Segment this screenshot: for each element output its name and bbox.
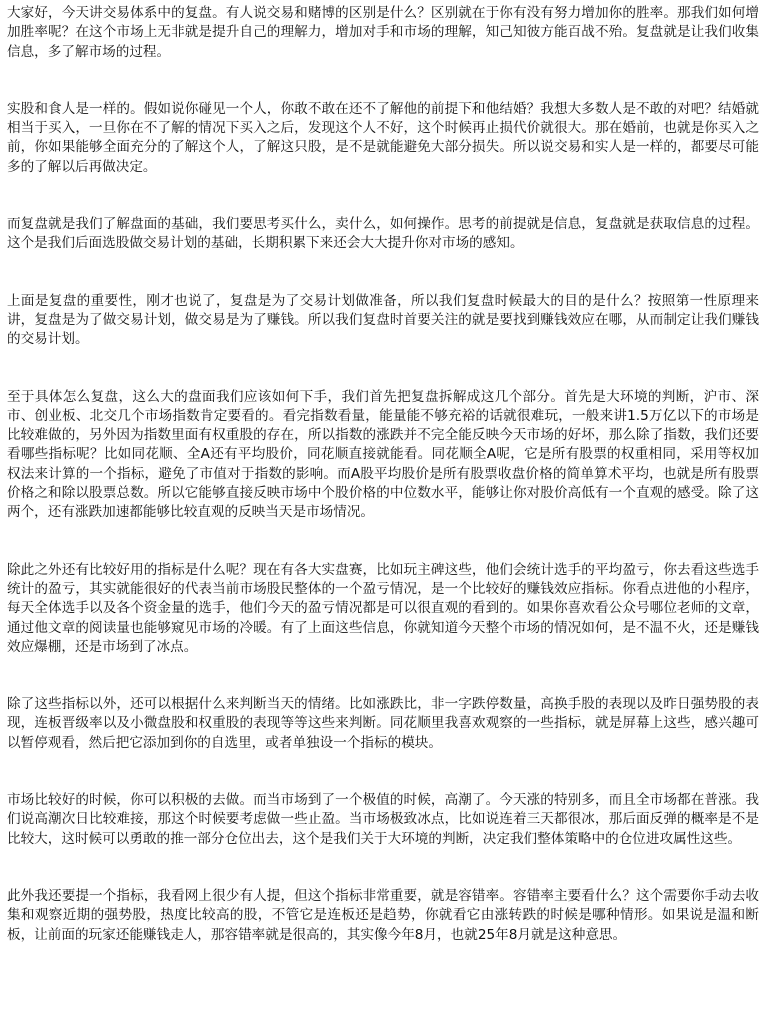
article-body xyxy=(7,4,759,945)
paragraph-gap xyxy=(7,657,759,695)
paragraph-review-purpose: 上面是复盘的重要性，刚才也说了，复盘是为了交易计划做准备，所以我们复盘时候最大的目的是什么？按照第一性原理来讲，复盘是为了做交易计划，做交易是为了赚钱。所以我们复盘时首要关注的就是要找到赚钱效应在哪，从而制定让我们赚钱的交易计划。 xyxy=(7,292,759,348)
paragraph-sentiment-indicators: 除了这些指标以外，还可以根据什么来判断当天的情绪。比如涨跌比，非一字跌停数量，高换手股的表现以及昨日强势股的表现，连板晋级率以及小微盘股和权重股的表现等等这些来判断。同花顺里我喜欢观察的一些指标，就是屏幕上这些，感兴趣可以暂停观看，然后把它添加到你的自选里，或者单独设一个指标的模块。 xyxy=(7,696,759,751)
paragraph-gap xyxy=(7,523,759,561)
paragraph-intro: 大家好，今天讲交易体系中的复盘。有人说交易和赌博的区别是什么？区别就在于你有没有努力增加你的胜率。那我们如何增加胜率呢？在这个市场上无非就是提升自己的理解力，增加对手和市场的理解，知己知彼方能百战不殆。复盘就是让我们收集信息，多了解市场的过程。 xyxy=(7,5,759,60)
paragraph-gap xyxy=(7,849,759,887)
paragraph-market-strategy: 市场比较好的时候，你可以积极的去做。而当市场到了一个极值的时候，高潮了。今天涨的特别多，而且全市场都在普涨。我们说高潮次日比较难接，那这个时候要考虑做一些止盈。当市场极致冰点，比如说连着三天都很冰，那后面反弹的概率是不是比较大，这时候可以勇敢的推一部分仓位出去，这个是我们关于大环境的判断，决定我们整体策略中的仓位进攻属性这些。 xyxy=(7,792,759,847)
paragraph-contest-indicator: 除此之外还有比较好用的指标是什么呢？现在有各大实盘赛，比如玩主碑这些，他们会统计选手的平均盈亏，你去看这些选手统计的盈亏，其实就能很好的代表当前市场股民整体的一个盈亏情况，是一个比较好的赚钱效应指标。你看点进他的小程序，每天全体选手以及各个资金量的选手，他们今天的盈亏情况都是可以很直观的看到的。如果你喜欢看公众号哪位老师的文章，通过他文章的阅读量也能够窥见市场的冷暖。有了上面这些信息，你就知道今天整个市场的情况如何，是不温不火，还是赚钱效应爆棚，还是市场到了冰点。 xyxy=(7,561,759,655)
paragraph-marriage-analogy: 实股和食人是一样的。假如说你碰见一个人，你敢不敢在还不了解他的前提下和他结婚？我想大多数人是不敢的对吧？结婚就相当于买入，一旦你在不了解的情况下买入之后，发现这个人不好，这个时候再止损代价就很大。那在婚前，也就是你买入之前，你如果能够全面充分的了解这个人，了解这只股，是不是就能避免大部分损失。所以说交易和实人是一样的，都要尽可能多的了解以后再做决定。 xyxy=(7,100,759,175)
paragraph-gap xyxy=(7,350,759,388)
paragraph-gap xyxy=(7,753,759,791)
paragraph-review-basis: 而复盘就是我们了解盘面的基础，我们要思考买什么，卖什么，如何操作。思考的前提就是信息，复盘就是获取信息的过程。这个是我们后面选股做交易计划的基础，长期积累下来还会大大提升你对市场的感知。 xyxy=(7,216,759,252)
paragraph-gap xyxy=(7,177,759,215)
paragraph-gap xyxy=(7,254,759,292)
paragraph-index-analysis: 至于具体怎么复盘，这么大的盘面我们应该如何下手，我们首先把复盘拆解成这几个部分。首先是大环境的判断，沪市、深市、创业板、北交几个市场指数肯定要看的。看完指数看量，能量能不够充裕的话就很难玩，一般来讲1.5万亿以下的市场是比较难做的，另外因为指数里面有权重股的存在，所以指数的涨跌并不完全能反映今天市场的好坏，那么除了指数，我们还要看哪些指标呢？比如同花顺、全A还有平均股价，同花顺直接就能看。同花顺全A呢，它是所有股票的权重相同，采用等权加权法来计算的一个指标，避免了市值对于指数的影响。而A股平均股价是所有股票收盘价格的简单算术平均，也就是所有股票价格之和除以股票总数。所以它能够直接反映市场中个股价格的中位数水平，能够让你对股价高低有一个直观的感受。除了这两个，还有涨跌加速都能够比较直观的反映当天是市场情况。 xyxy=(7,388,759,521)
paragraph-fault-tolerance: 此外我还要提一个指标，我看网上很少有人提，但这个指标非常重要，就是容错率。容错率主要看什么？这个需要你手动去收集和观察近期的强势股，热度比较高的股，不管它是连板还是趋势，你就看它由涨转跌的时候是哪种情形。如果说是温和断板，让前面的玩家还能赚钱走人，那容错率就是很高的，其实像今年8月，也就25年8月就是这种意思。 xyxy=(7,887,759,943)
paragraph-gap xyxy=(7,62,759,100)
